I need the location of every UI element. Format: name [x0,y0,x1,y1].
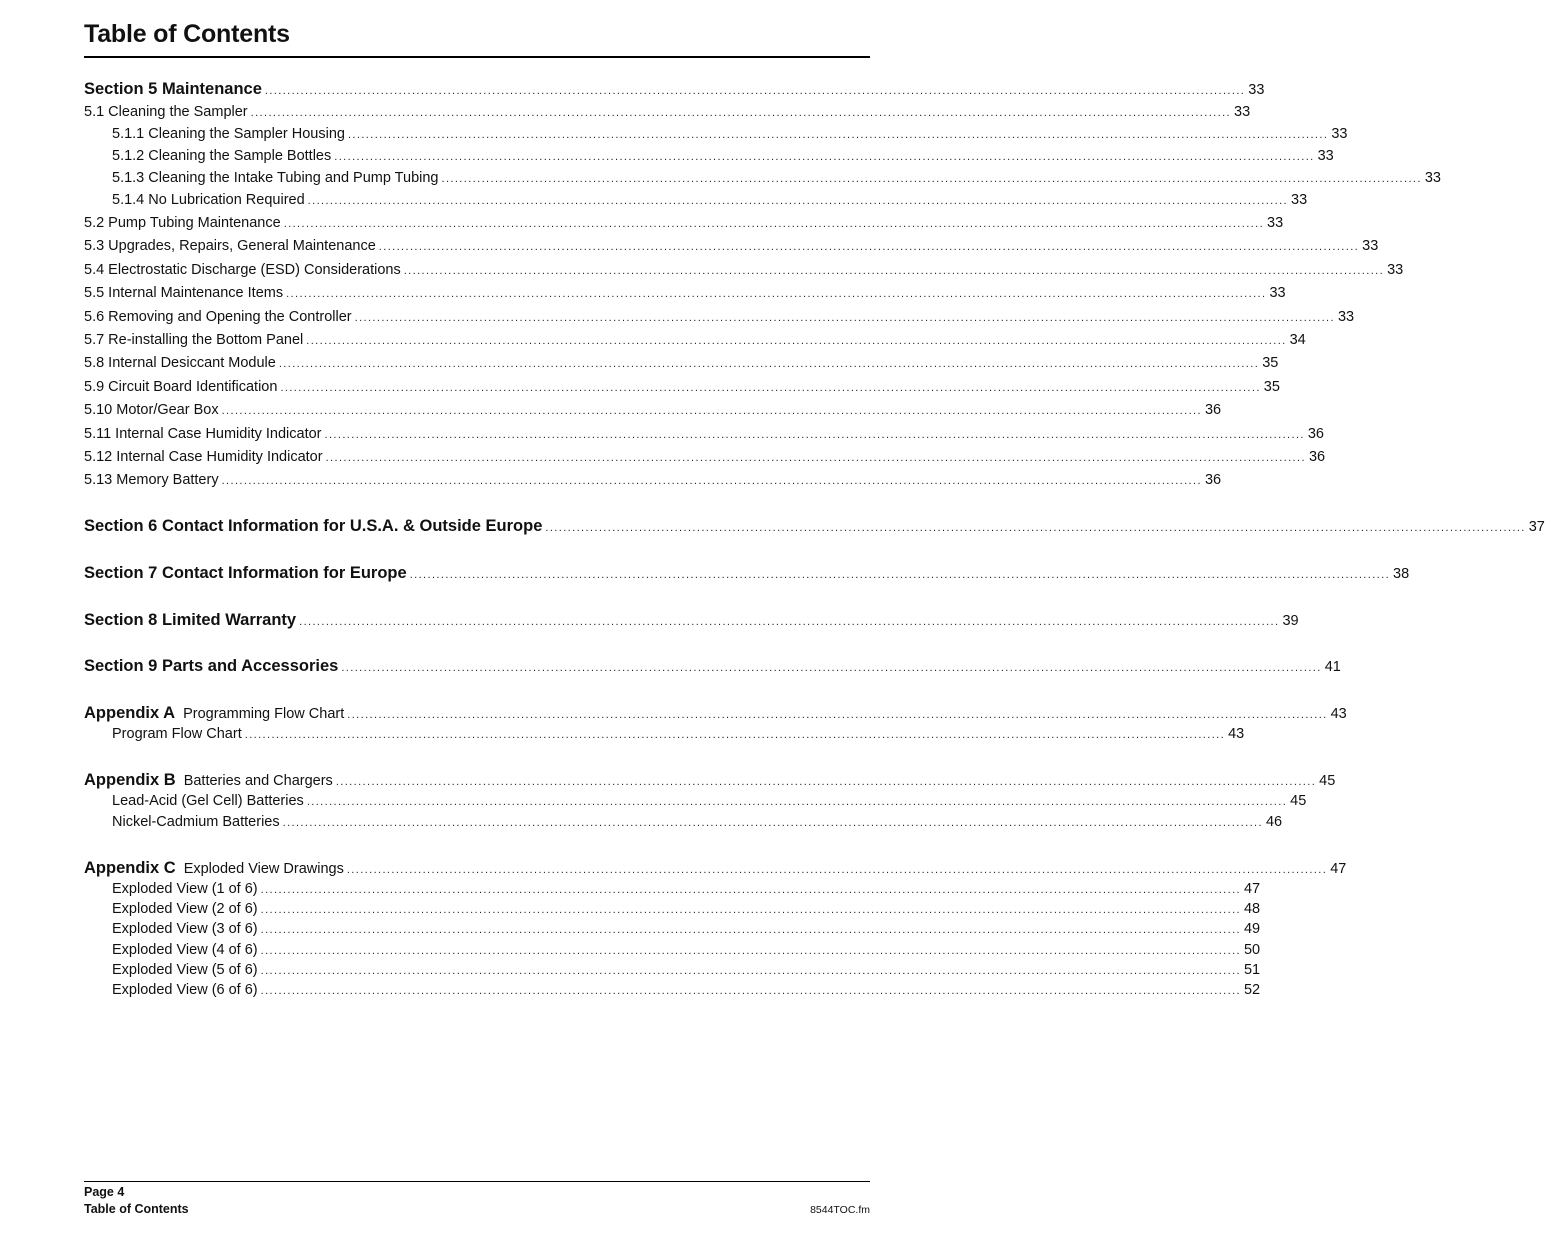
toc-entry[interactable] [112,920,1261,939]
dot-leader: ............................................................................................................................................................................................................................ [378,241,1360,253]
toc-entry-text: 5.5 Internal Maintenance Items [84,285,284,301]
toc-entry-label [112,191,305,209]
toc-entry-text: 5.1.3 Cleaning the Intake Tubing and Pump Tubing [112,170,439,186]
toc-entry-page-number: 35 [1262,355,1279,371]
toc-entry-page-number: 45 [1290,793,1307,809]
toc-entry[interactable] [84,284,1286,303]
toc-entry-text: 5.12 Internal Case Humidity Indicator [84,449,323,465]
toc-entry-text: 5.4 Electrostatic Discharge (ESD) Considerations [84,262,401,278]
toc-entry-heading-text: Section 8 Limited Warranty [84,611,297,629]
toc-entry-page-number: 50 [1243,942,1261,958]
dot-leader: ............................................................................................................................................................................................................................ [354,312,1335,324]
dot-leader: ............................................................................................................................................................................................................................ [306,796,1288,808]
toc-entry-page-number: 34 [1289,332,1306,348]
toc-entry-text: 5.10 Motor/Gear Box [84,402,219,418]
toc-entry-page-number: 37 [1528,519,1545,535]
toc-entry-text: 5.9 Circuit Board Identification [84,379,278,395]
toc-entry-text: 5.6 Removing and Opening the Controller [84,309,352,325]
toc-entry[interactable] [84,425,1324,444]
toc-entry-heading-text: Appendix C [84,859,176,877]
toc-entry[interactable] [84,103,1251,122]
toc-entry-text: Lead-Acid (Gel Cell) Batteries [112,793,304,809]
toc-entry-page-number: 38 [1393,566,1410,582]
footer-file-name: 8544TOC.fm [810,1204,870,1216]
toc-entry-page-number: 33 [1269,285,1286,301]
toc-entry-page-number: 36 [1204,472,1222,488]
toc-entry-label [84,331,303,349]
toc-entry-text: Exploded View (2 of 6) [112,901,258,917]
dot-leader: ............................................................................................................................................................................................................................ [244,729,1226,741]
dot-leader: ............................................................................................................................................................................................................................ [341,662,1322,674]
page-title: Table of Contents [84,20,290,48]
toc-entry-label [84,563,407,583]
dot-leader: ............................................................................................................................................................................................................................ [335,776,1317,788]
toc-entry-label [112,900,258,918]
toc-entry-label [112,880,258,898]
toc-entry[interactable] [112,191,1308,210]
toc-entry-heading-text: Section 6 Contact Information for U.S.A. & Outside Europe [84,517,543,535]
toc-entry[interactable] [84,261,1404,280]
toc-entry-page-number: 33 [1317,148,1334,164]
dot-leader: ............................................................................................................................................................................................................................ [283,218,1265,230]
toc-entry[interactable] [84,401,1222,420]
toc-entry-text: Nickel-Cadmium Batteries [112,814,280,830]
toc-entry[interactable] [84,858,1347,880]
toc-entry[interactable] [84,331,1306,350]
toc-entry-label [112,920,258,938]
toc-entry-label [112,125,345,143]
toc-entry-page-number: 33 [1424,170,1441,186]
toc-entry-label [84,858,344,879]
toc-entry-page-number: 47 [1330,861,1347,877]
toc-entry-page-number: 39 [1282,613,1299,629]
toc-entry-label [84,79,262,99]
dot-leader: ............................................................................................................................................................................................................................ [299,616,1280,628]
toc-entry-text: 5.2 Pump Tubing Maintenance [84,215,281,231]
toc-entry[interactable] [84,656,1341,678]
toc-entry-text: 5.3 Upgrades, Repairs, General Maintenance [84,238,376,254]
toc-entry[interactable] [84,79,1265,101]
dot-leader: ............................................................................................................................................................................................................................ [409,569,1391,581]
dot-leader: ............................................................................................................................................................................................................................ [403,265,1385,277]
toc-entry-label [84,378,277,396]
footer-section-title: Table of Contents [84,1202,189,1216]
toc-entry[interactable] [84,308,1355,327]
toc-entry-text: Exploded View (6 of 6) [112,982,258,998]
toc-entry-text: Exploded View (3 of 6) [112,921,258,937]
toc-entry[interactable] [112,900,1261,919]
toc-entry-label [112,981,258,999]
toc-entry[interactable] [84,448,1326,467]
toc-entry-page-number: 41 [1324,659,1341,675]
toc-entry-heading-text: Section 9 Parts and Accessories [84,657,339,675]
toc-entry-page-number: 43 [1330,706,1347,722]
toc-entry[interactable] [112,981,1261,1000]
toc-entry[interactable] [84,214,1284,233]
toc-entry[interactable] [112,961,1261,980]
toc-entry-page-number: 43 [1228,726,1245,742]
footer-divider [84,1181,870,1182]
toc-entry-page-number: 33 [1387,262,1404,278]
toc-entry-label [112,941,258,959]
toc-entry-text: 5.1.2 Cleaning the Sample Bottles [112,148,332,164]
dot-leader: ............................................................................................................................................................................................................................ [221,405,1202,417]
toc-entry-page-number: 52 [1243,982,1261,998]
toc-entry-text: Batteries and Chargers [179,773,333,789]
dot-leader: ............................................................................................................................................................................................................................ [306,335,1287,347]
toc-entry-label [112,725,242,743]
dot-leader: ............................................................................................................................................................................................................................ [264,85,1246,97]
toc-entry-text: Exploded View (1 of 6) [112,881,258,897]
dot-leader: ............................................................................................................................................................................................................................ [280,382,1261,394]
toc-entry-page-number: 36 [1307,426,1324,442]
toc-entry-text: Exploded View Drawings [179,861,344,877]
dot-leader: ............................................................................................................................................................................................................................ [441,173,1422,185]
toc-entry-page-number: 48 [1243,901,1261,917]
toc-entry-page-number: 33 [1291,192,1308,208]
toc-entry-label [84,308,352,326]
title-divider [84,56,870,58]
toc-entry[interactable] [112,725,1245,744]
toc-entry-text: 5.1.4 No Lubrication Required [112,192,305,208]
toc-entry-label [84,656,338,676]
toc-entry-label [84,284,283,302]
toc-entry-text: 5.11 Internal Case Humidity Indicator [84,426,322,442]
dot-leader: ............................................................................................................................................................................................................................ [325,452,1306,464]
toc-entry-label [112,792,304,810]
toc-entry-page-number: 33 [1267,215,1284,231]
dot-leader: ............................................................................................................................................................................................................................ [286,288,1267,300]
toc-entry-label [84,448,323,466]
dot-leader: ............................................................................................................................................................................................................................ [346,864,1328,876]
toc-entry-label [112,813,280,831]
toc-entry-label [84,103,248,121]
toc-entry-page-number: 33 [1234,104,1251,120]
dot-leader: ............................................................................................................................................................................................................................ [260,945,1241,957]
toc-entry-page-number: 36 [1204,402,1222,418]
toc-entry[interactable] [112,880,1261,899]
toc-entry-page-number: 33 [1248,82,1265,98]
toc-entry-page-number: 33 [1331,126,1348,142]
dot-leader: ............................................................................................................................................................................................................................ [250,107,1231,119]
toc-entry[interactable] [112,125,1348,144]
toc-entry[interactable] [84,516,1545,538]
toc-entry-page-number: 46 [1265,814,1283,830]
toc-entry[interactable] [112,941,1261,960]
dot-leader: ............................................................................................................................................................................................................................ [324,429,1305,441]
toc-entry-label [84,237,376,255]
toc-entry-page-number: 36 [1308,449,1326,465]
toc-entry[interactable] [84,237,1379,256]
toc-entry[interactable] [112,792,1307,811]
toc-entry-label [84,471,219,489]
toc-entry-heading-text: Section 7 Contact Information for Europe [84,564,407,582]
toc-entry[interactable] [84,563,1410,585]
toc-entry-label [112,147,331,165]
dot-leader: ............................................................................................................................................................................................................................ [260,904,1241,916]
toc-entry-heading-text: Section 5 Maintenance [84,80,262,98]
toc-entry[interactable] [84,703,1347,725]
toc-entry-page-number: 45 [1319,773,1336,789]
dot-leader: ............................................................................................................................................................................................................................ [278,358,1260,370]
toc-entry-heading-text: Appendix B [84,771,176,789]
toc-entry-text: 5.8 Internal Desiccant Module [84,355,276,371]
toc-entry-page-number: 33 [1362,238,1379,254]
dot-leader: ............................................................................................................................................................................................................................ [545,522,1526,534]
toc-entry[interactable] [84,378,1280,397]
dot-leader: ............................................................................................................................................................................................................................ [282,817,1263,829]
toc-entry-text: Programming Flow Chart [179,706,345,722]
toc-entry-text: 5.1 Cleaning the Sampler [84,104,248,120]
toc-entry[interactable] [84,610,1299,632]
toc-entry-text: Exploded View (5 of 6) [112,962,258,978]
toc-entry-label [84,425,322,443]
toc-entry[interactable] [84,770,1336,792]
toc-entry-label [84,610,296,630]
dot-leader: ............................................................................................................................................................................................................................ [334,151,1315,163]
dot-leader: ............................................................................................................................................................................................................................ [260,884,1241,896]
toc-entry-text: 5.13 Memory Battery [84,472,219,488]
toc-entry-label [84,770,333,791]
toc-entry-label [84,516,542,536]
toc-entry-page-number: 49 [1243,921,1261,937]
dot-leader: ............................................................................................................................................................................................................................ [347,129,1329,141]
toc-entry-label [84,261,401,279]
toc-entry-text: 5.7 Re-installing the Bottom Panel [84,332,304,348]
toc-entry-page-number: 33 [1337,309,1355,325]
toc-entry-label [84,354,276,372]
toc-entry-label [84,401,219,419]
toc-entry[interactable] [112,813,1283,832]
toc-entry[interactable] [112,147,1334,166]
footer-page-number: Page 4 [84,1185,125,1199]
toc-entry-label [112,169,438,187]
toc-entry-page-number: 51 [1243,962,1261,978]
dot-leader: ............................................................................................................................................................................................................................ [260,965,1241,977]
dot-leader: ............................................................................................................................................................................................................................ [260,924,1241,936]
toc-entry-label [84,214,281,232]
toc-entry-page-number: 35 [1263,379,1280,395]
toc-entry-label [84,703,344,724]
toc-entry[interactable] [112,169,1441,188]
toc-entry[interactable] [84,354,1279,373]
toc-entry-text: Exploded View (4 of 6) [112,942,258,958]
toc-entry[interactable] [84,471,1222,490]
dot-leader: ............................................................................................................................................................................................................................ [221,475,1202,487]
toc-entry-heading-text: Appendix A [84,704,176,722]
toc-entry-text: 5.1.1 Cleaning the Sampler Housing [112,126,345,142]
toc-entry-text: Program Flow Chart [112,726,242,742]
dot-leader: ............................................................................................................................................................................................................................ [260,985,1241,997]
toc-entry-page-number: 47 [1243,881,1261,897]
toc-entry-label [112,961,258,979]
dot-leader: ............................................................................................................................................................................................................................ [347,709,1328,721]
dot-leader: ............................................................................................................................................................................................................................ [307,195,1289,207]
